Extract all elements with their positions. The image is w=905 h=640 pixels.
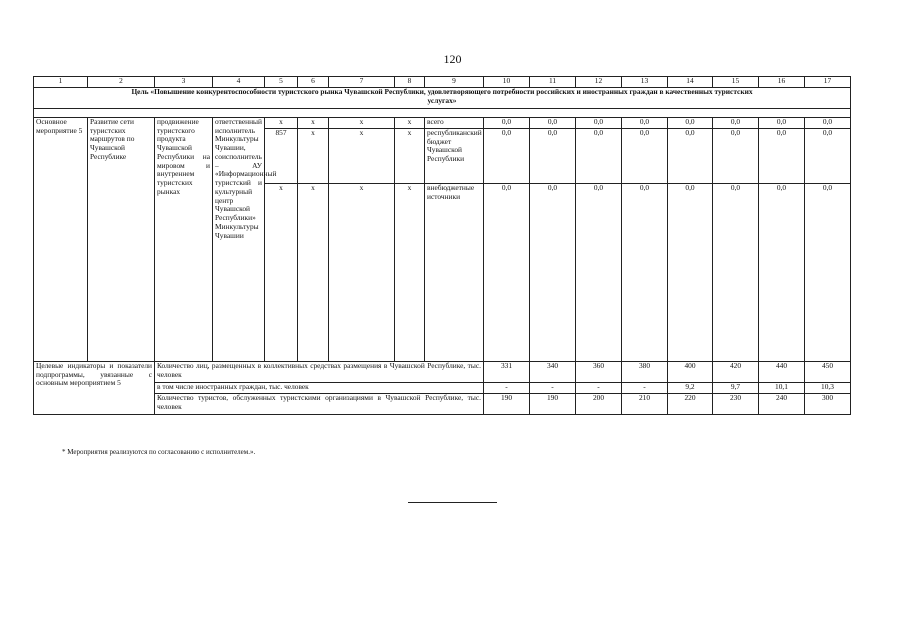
column-number: 17	[805, 77, 851, 88]
value-cell: 220	[668, 394, 713, 415]
value-cell: -	[576, 383, 622, 394]
value-cell: 0,0	[668, 118, 713, 129]
funding-source: республиканский бюджет Чувашской Республики	[425, 129, 484, 184]
funding-source: всего	[425, 118, 484, 129]
budget-code: x	[329, 129, 395, 184]
activity-executor: ответственный исполнитель Минкультуры Чувашии, соисполнитель – АУ «Информационный туристский и культурный центр Чувашской Республики» Минкультуры Чувашии	[213, 118, 265, 362]
value-cell: 0,0	[576, 129, 622, 184]
column-number: 16	[759, 77, 805, 88]
value-cell: 0,0	[576, 184, 622, 362]
value-cell: 0,0	[805, 184, 851, 362]
budget-code: x	[395, 184, 425, 362]
column-number: 4	[213, 77, 265, 88]
footnote: * Мероприятия реализуются по согласованию с исполнителем.».	[62, 448, 256, 456]
column-number: 14	[668, 77, 713, 88]
column-number: 9	[425, 77, 484, 88]
column-number: 8	[395, 77, 425, 88]
value-cell: 300	[805, 394, 851, 415]
funding-source: внебюджетные источники	[425, 184, 484, 362]
value-cell: 360	[576, 362, 622, 383]
value-cell: 0,0	[530, 118, 576, 129]
column-number: 13	[622, 77, 668, 88]
value-cell: 0,0	[668, 129, 713, 184]
value-cell: 240	[759, 394, 805, 415]
value-cell: 0,0	[668, 184, 713, 362]
value-cell: 0,0	[622, 129, 668, 184]
value-cell: 0,0	[759, 129, 805, 184]
program-table	[33, 76, 851, 415]
column-number-row	[34, 77, 851, 88]
value-cell: 420	[713, 362, 759, 383]
value-cell: 0,0	[530, 129, 576, 184]
budget-code: x	[298, 118, 329, 129]
value-cell: -	[622, 383, 668, 394]
column-number: 3	[155, 77, 213, 88]
value-cell: 0,0	[484, 184, 530, 362]
value-cell: 0,0	[484, 118, 530, 129]
indicators-label: Целевые индикаторы и показатели подпрограммы, увязанные с основным мероприятием 5	[34, 362, 155, 415]
budget-code: x	[329, 184, 395, 362]
value-cell: 0,0	[713, 129, 759, 184]
value-cell: 9,7	[713, 383, 759, 394]
activity-name: Развитие сети туристских маршрутов по Чувашской Республике	[88, 118, 155, 362]
value-cell: 190	[530, 394, 576, 415]
indicator-row	[34, 362, 851, 383]
indicator-row	[34, 383, 851, 394]
column-number: 5	[265, 77, 298, 88]
value-cell: 230	[713, 394, 759, 415]
value-cell: 0,0	[622, 118, 668, 129]
value-cell: 0,0	[759, 184, 805, 362]
column-number: 11	[530, 77, 576, 88]
value-cell: 0,0	[530, 184, 576, 362]
value-cell: 10,3	[805, 383, 851, 394]
budget-code: x	[329, 118, 395, 129]
budget-code: 857	[265, 129, 298, 184]
value-cell: -	[484, 383, 530, 394]
budget-code: x	[265, 184, 298, 362]
value-cell: 190	[484, 394, 530, 415]
value-cell: 450	[805, 362, 851, 383]
value-cell: 0,0	[759, 118, 805, 129]
value-cell: 9,2	[668, 383, 713, 394]
column-number: 10	[484, 77, 530, 88]
budget-code: x	[395, 129, 425, 184]
value-cell: 440	[759, 362, 805, 383]
goal-title: Цель «Повышение конкурентоспособности туристского рынка Чувашской Республики, удовлетворяющего потребности российских и иностранных граждан в качественных туристских услугах»	[34, 88, 851, 109]
value-cell: 0,0	[713, 184, 759, 362]
column-number: 15	[713, 77, 759, 88]
value-cell: 0,0	[805, 129, 851, 184]
value-cell: 0,0	[484, 129, 530, 184]
budget-code: x	[298, 129, 329, 184]
value-cell: 340	[530, 362, 576, 383]
value-cell: 210	[622, 394, 668, 415]
indicator-name: Количество туристов, обслуженных туристскими организациями в Чувашской Республике, тыс. человек	[155, 394, 484, 415]
value-cell: 0,0	[805, 118, 851, 129]
activity-row-total	[34, 118, 851, 129]
indicator-name: в том числе иностранных граждан, тыс. человек	[155, 383, 484, 394]
value-cell: 200	[576, 394, 622, 415]
page-number: 120	[443, 52, 462, 66]
column-number: 7	[329, 77, 395, 88]
value-cell: 10,1	[759, 383, 805, 394]
indicator-row	[34, 394, 851, 415]
column-number: 1	[34, 77, 88, 88]
indicator-name: Количество лиц, размещенных в коллективных средствах размещения в Чувашской Республике, тыс. человек	[155, 362, 484, 383]
budget-code: x	[395, 118, 425, 129]
value-cell: 0,0	[622, 184, 668, 362]
closing-rule	[408, 502, 497, 503]
value-cell: 0,0	[713, 118, 759, 129]
value-cell: 331	[484, 362, 530, 383]
value-cell: 0,0	[576, 118, 622, 129]
value-cell: 380	[622, 362, 668, 383]
value-cell: 400	[668, 362, 713, 383]
column-number: 12	[576, 77, 622, 88]
value-cell: -	[530, 383, 576, 394]
column-number: 2	[88, 77, 155, 88]
activity-type: Основное мероприятие 5	[34, 118, 88, 362]
activity-description: продвижение туристского продукта Чувашской Республики на мировом и внутреннем туристских рынках	[155, 118, 213, 362]
budget-code: x	[265, 118, 298, 129]
budget-code: x	[298, 184, 329, 362]
column-number: 6	[298, 77, 329, 88]
goal-row	[34, 88, 851, 109]
